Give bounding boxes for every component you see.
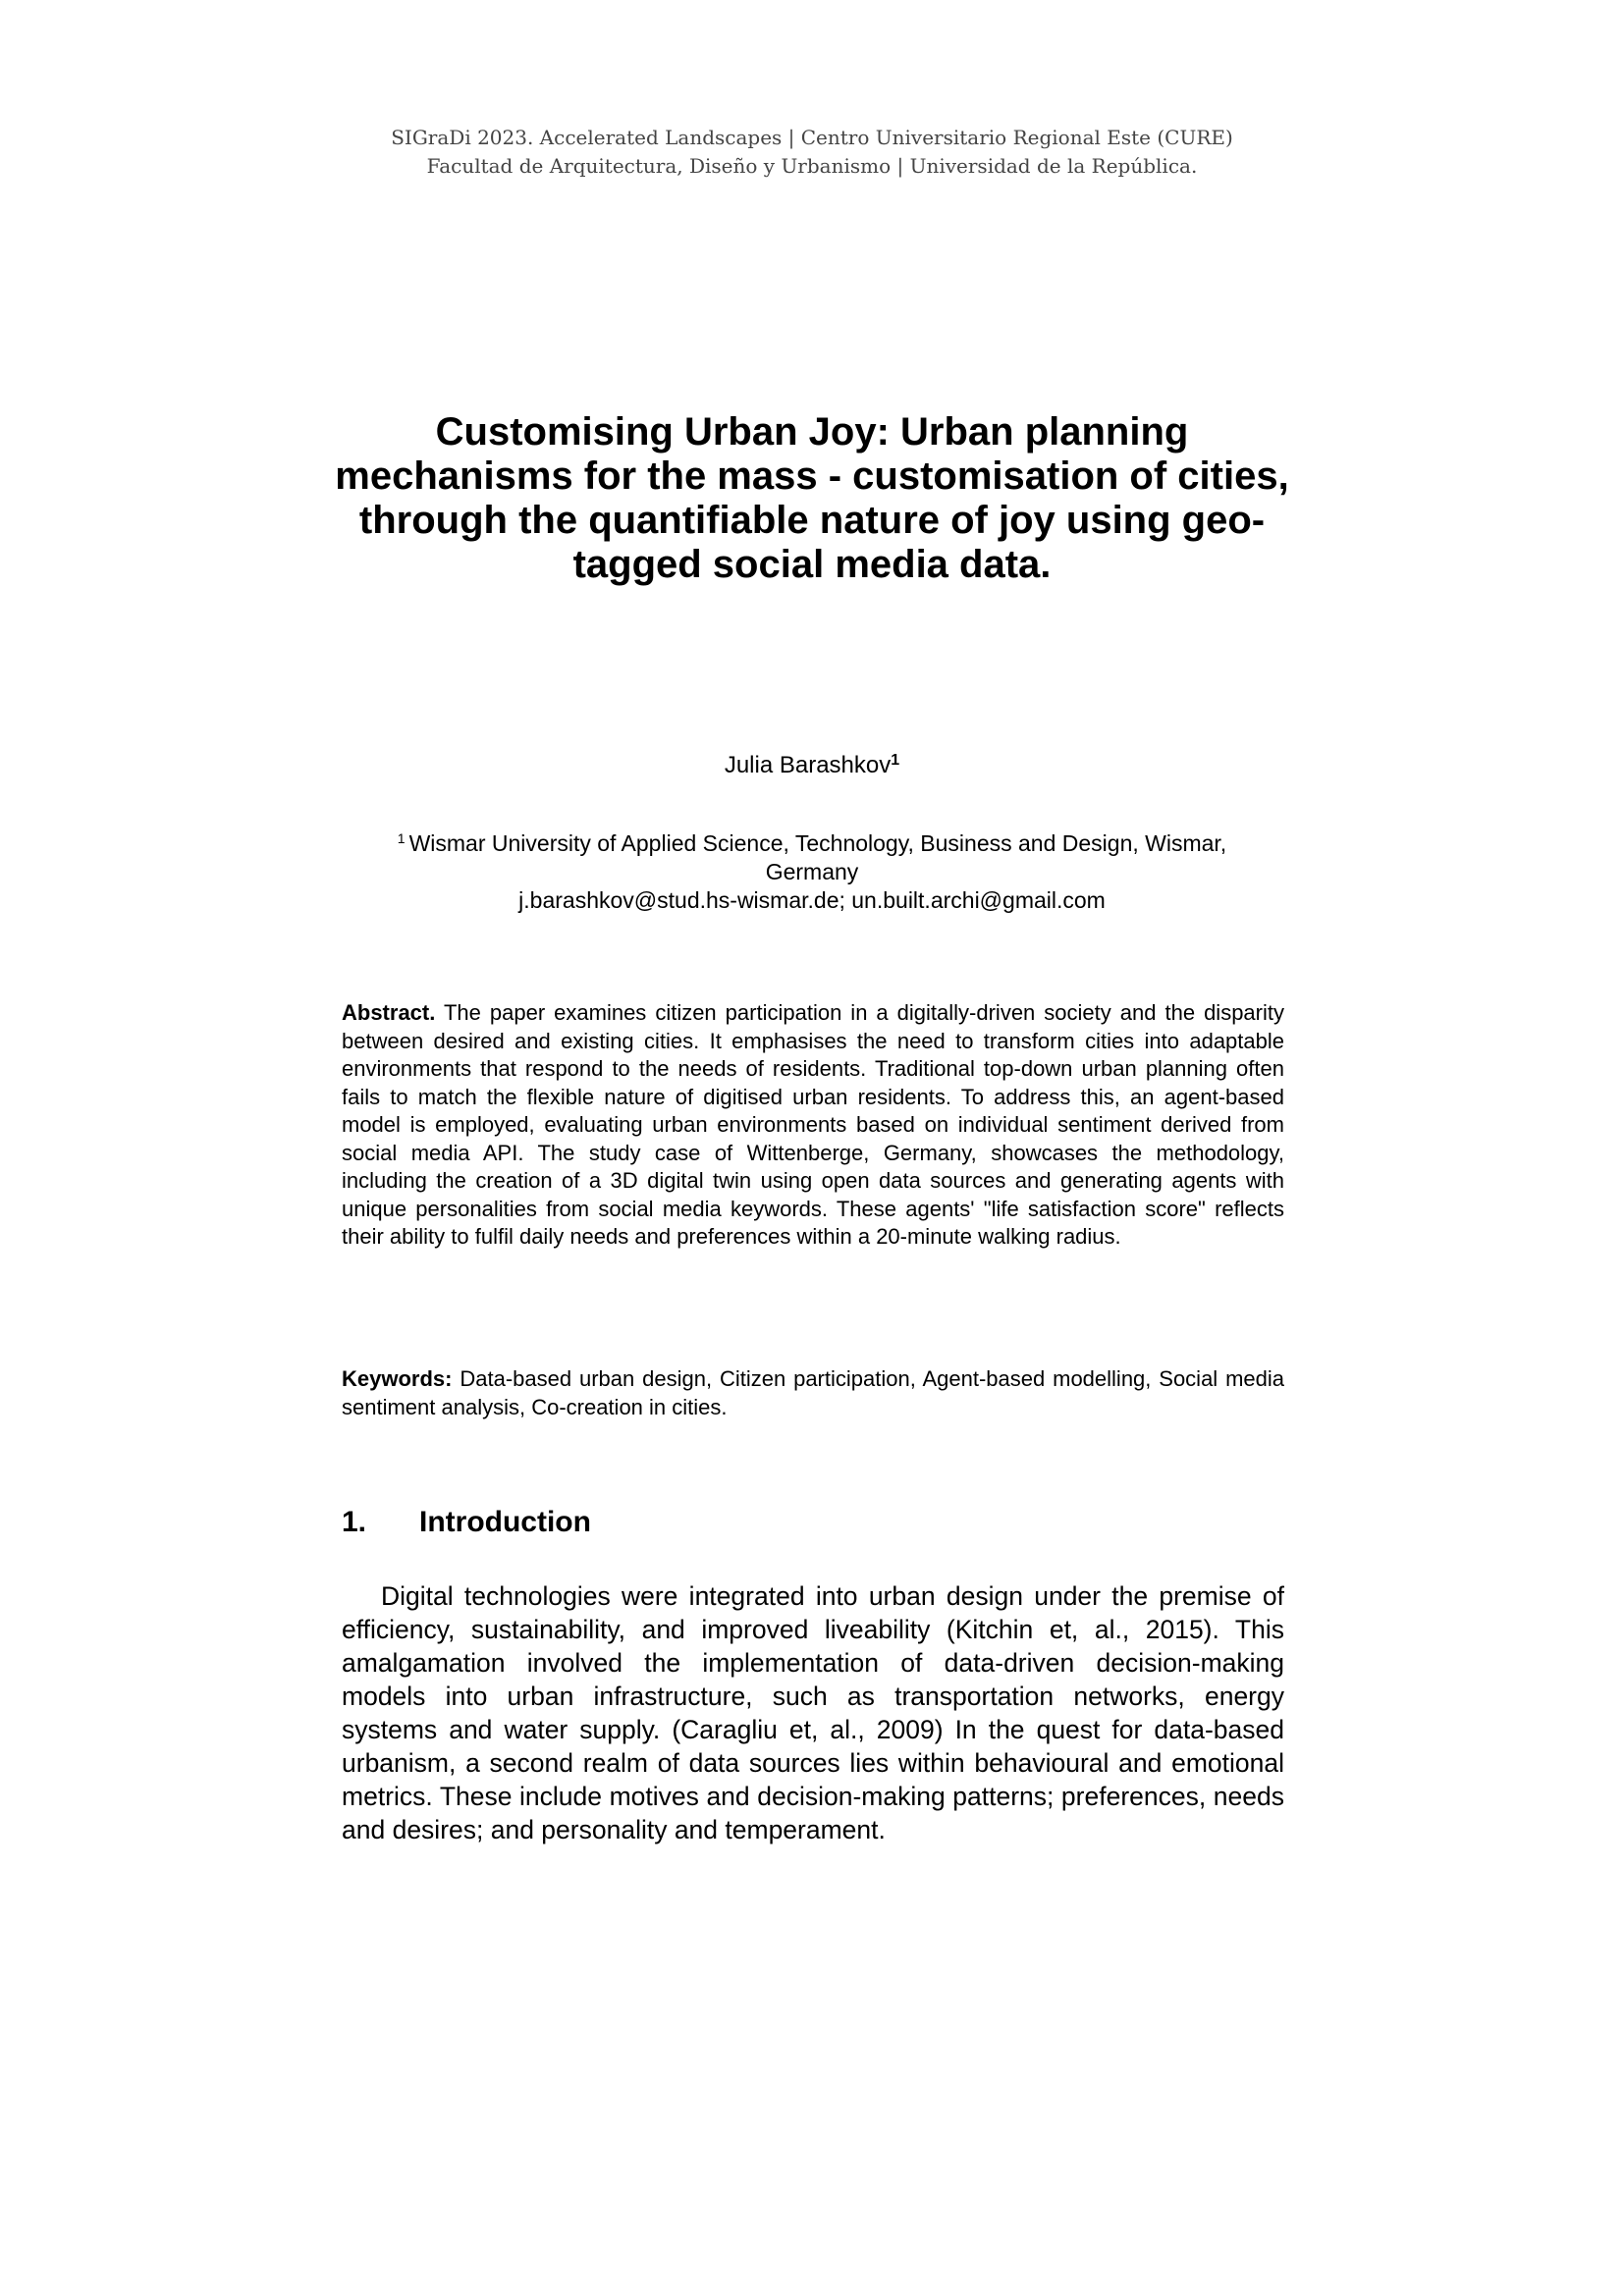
running-header: [0, 124, 1624, 181]
section-title: Introduction: [419, 1506, 591, 1538]
affiliation-line-2: Germany: [765, 859, 859, 884]
affiliation-emails: j.barashkov@stud.hs-wismar.de; un.built.archi@gmail.com: [518, 887, 1106, 913]
affiliation-marker: 1: [397, 830, 406, 846]
title-line-1: Customising Urban Joy: Urban planning: [435, 410, 1189, 454]
affiliation-block: [0, 829, 1624, 915]
keywords-label: Keywords:: [342, 1366, 453, 1391]
section-number: 1.: [342, 1506, 367, 1538]
abstract: [342, 999, 1284, 1252]
author-affiliation-marker: 1: [891, 752, 900, 769]
author-line: [0, 751, 1624, 780]
abstract-label: Abstract.: [342, 1000, 436, 1025]
paper-title: [295, 410, 1329, 587]
keywords: [342, 1365, 1284, 1421]
author-name: Julia Barashkov: [724, 752, 892, 778]
affiliation-line-1: [0, 829, 1624, 858]
keywords-text: Data-based urban design, Citizen participation, Agent-based modelling, Social media sentiment analysis, Co-creation in cities.: [342, 1366, 1284, 1419]
abstract-text: The paper examines citizen participation in a digitally-driven society and the disparity between desired and existing cities. It emphasises the need to transform cities into adaptable environments that respond to the needs of residents. Traditional top-down urban planning often fails to match the flexible nature of digitised urban residents. To address this, an agent-based model is employed, evaluating urban environments based on individual sentiment derived from social media API. The study case of Wittenberge, Germany, showcases the methodology, including the creation of a 3D digital twin using open data sources and generating agents with unique personalities from social media keywords. These agents' "life satisfaction score" reflects their ability to fulfil daily needs and preferences within a 20-minute walking radius.: [342, 1000, 1284, 1249]
running-header-line-1: SIGraDi 2023. Accelerated Landscapes | Centro Universitario Regional Este (CURE): [391, 126, 1233, 149]
introduction-paragraph: Digital technologies were integrated into urban design under the premise of efficiency, sustainability, and improved liveability (Kitchin et, al., 2015). This amalgamation involved the implementation of data-driven decision-making models into urban infrastructure, such as transportation networks, energy systems and water supply. (Caragliu et, al., 2009) In the quest for data-based urbanism, a second realm of data sources lies within behavioural and emotional metrics. These include motives and decision-making patterns; preferences, needs and desires; and personality and temperament.: [342, 1581, 1284, 1844]
affiliation-institution: Wismar University of Applied Science, Technology, Business and Design, Wismar,: [408, 830, 1227, 856]
section-heading-introduction: [342, 1505, 591, 1540]
title-line-4: tagged social media data.: [572, 543, 1052, 586]
running-header-line-2: Facultad de Arquitectura, Diseño y Urbanismo | Universidad de la República.: [426, 154, 1198, 178]
title-line-2: mechanisms for the mass - customisation of cities,: [335, 454, 1289, 498]
title-line-3: through the quantifiable nature of joy using geo-: [358, 499, 1266, 542]
